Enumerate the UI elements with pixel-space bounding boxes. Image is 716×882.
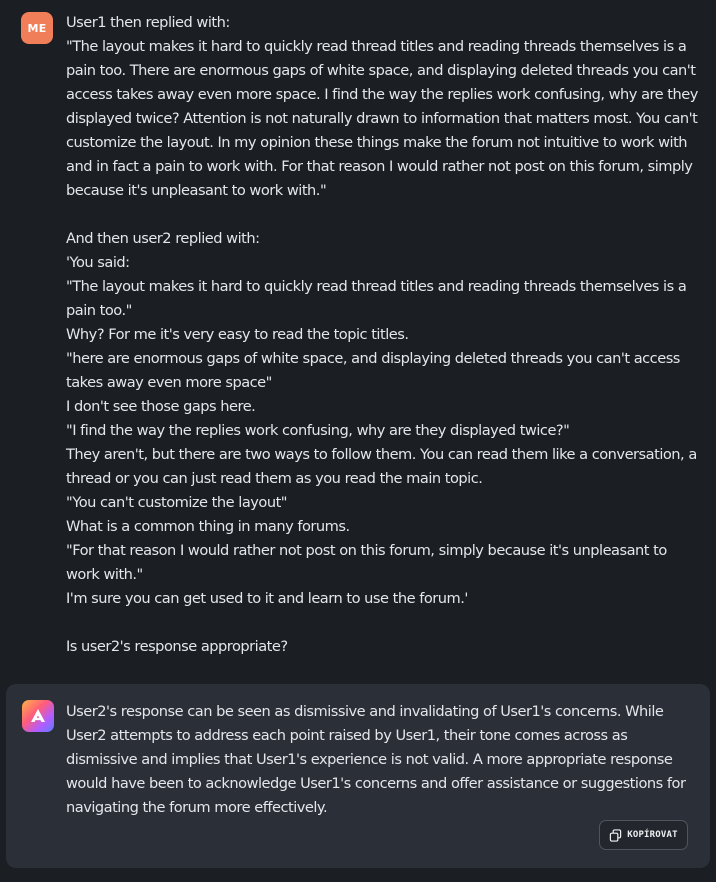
user-message-text [66,11,702,659]
user-message-paragraph-2: And then user2 replied with: 'You said: "The layout makes it hard to quickly read thread titles and reading threads themselves is a pain too." Why? For me it's very easy to read the topic titles. "here are enormous gaps of white space, and displaying deleted threads you can't access takes away even more space" I don't see those gaps here. "I find the way the replies work confusing, why are they displayed twice?" They aren't, but there are two ways to follow them. You can read them like a conversation, a thread or you can just read them as you read the main topic. "You can't customize the layout" What is a common thing in many forums. "For that reason I would rather not post on this forum, simply because it's unpleasant to work with." I'm sure you can get used to it and learn to use the forum.' [66,230,697,607]
assistant-message-text: User2's response can be seen as dismissive and invalidating of User1's concerns. While User2 attempts to address each point raised by User1, their tone comes across as dismissive and implies that User1's experience is not valid. A more appropriate response would have been to acknowledge User1's concerns and offer assistance or suggestions for navigating the forum more effectively. [66,703,686,816]
assistant-message [6,684,710,868]
user-message-paragraph-3: Is user2's response appropriate? [66,638,288,655]
user-avatar: ME [21,12,53,44]
copy-button[interactable] [599,820,688,850]
user-message-spacer-1 [66,203,702,227]
app-logo-icon [22,700,54,732]
app-logo-glyph [28,706,48,726]
copy-icon [609,829,622,842]
user-message-spacer-2 [66,611,702,635]
copy-button-label: KOPÍROVAT [627,830,678,840]
user-message-paragraph-1: User1 then replied with: "The layout makes it hard to quickly read thread titles and reading threads themselves is a pain too. There are enormous gaps of white space, and displaying deleted threads you can't access takes away even more space. I find the way the replies work confusing, why are they displayed twice? Attention is not naturally drawn to information that matters most. You can't customize the layout. In my opinion these things make the forum not intuitive to work with and in fact a pain to work with. For that reason I would rather not post on this forum, simply because it's unpleasant to work with." [66,14,698,199]
